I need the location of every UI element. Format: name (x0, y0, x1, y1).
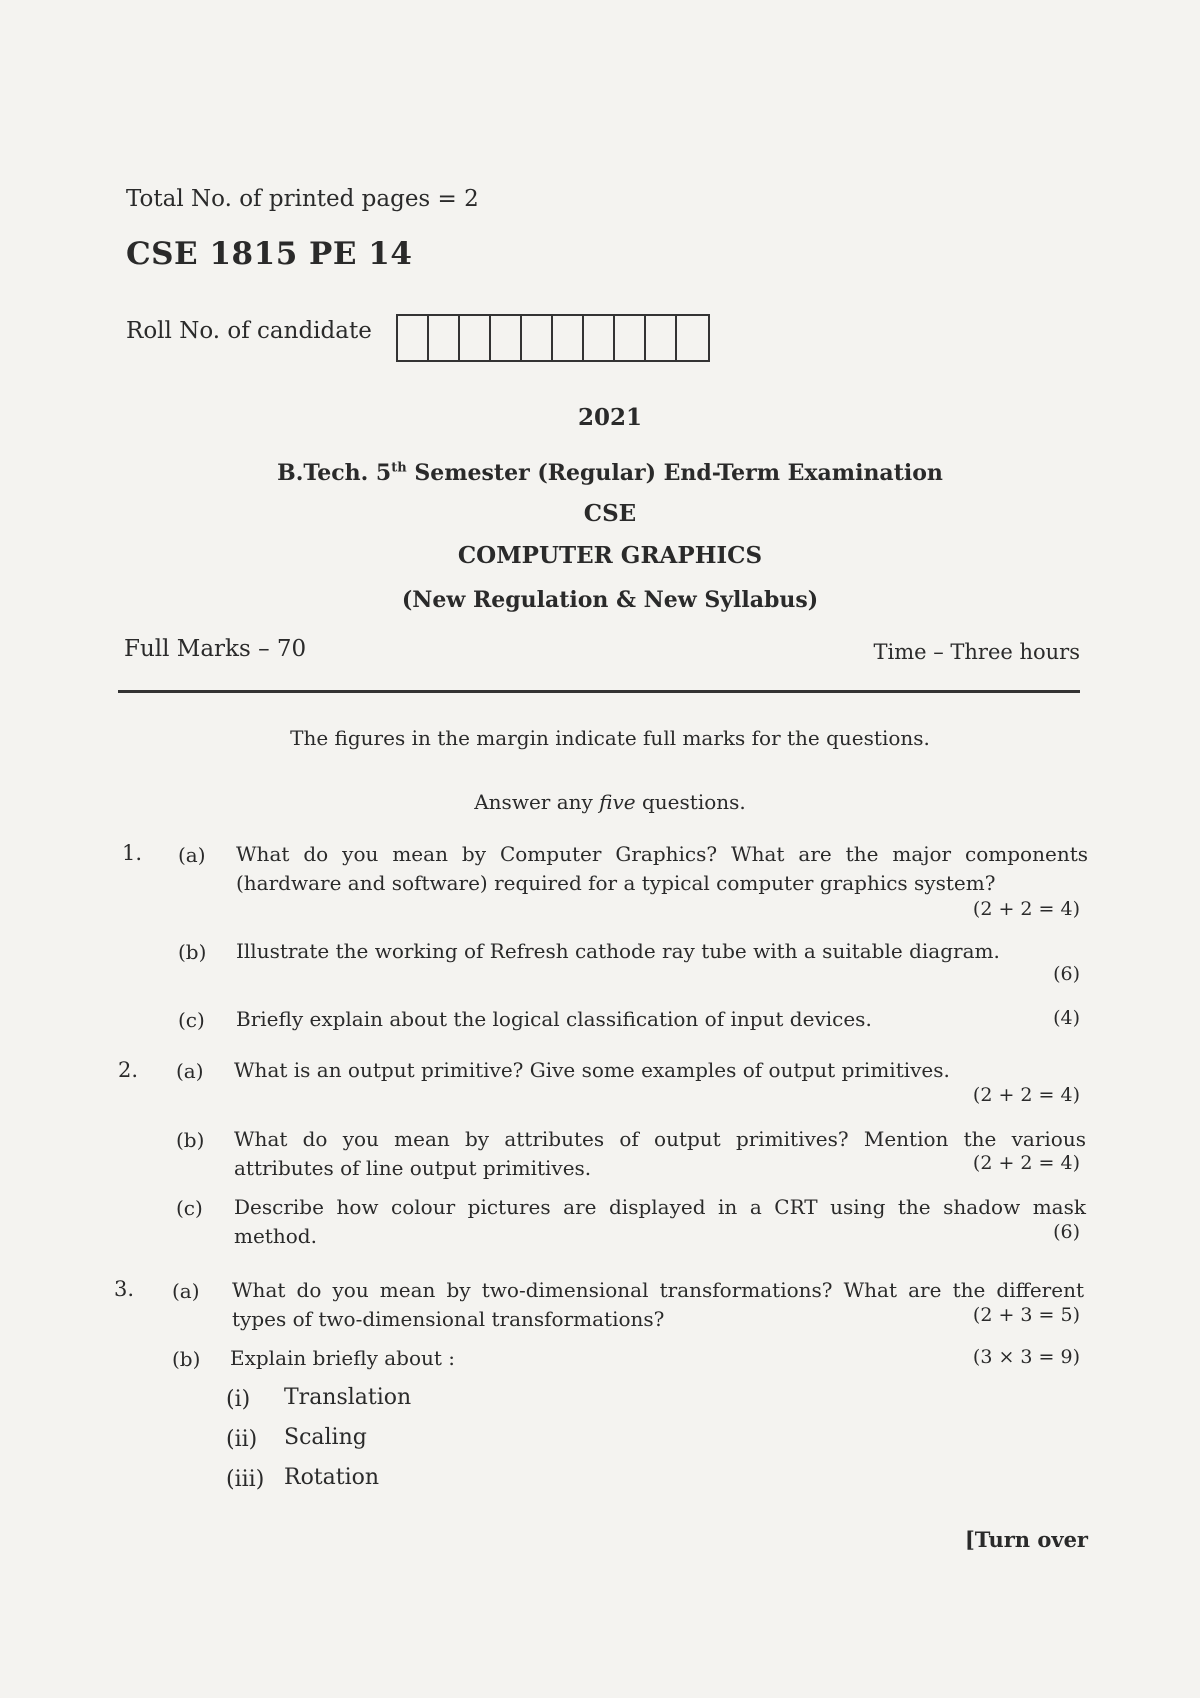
item-text: Rotation (284, 1465, 380, 1490)
margin-note: The figures in the margin indicate full marks for the questions. (290, 726, 930, 750)
exam-year: 2021 (577, 404, 642, 431)
subquestion-label: (c) (178, 1008, 205, 1032)
marks: (6) (1053, 963, 1080, 985)
marks: (6) (1053, 1221, 1080, 1243)
question-text: What do you mean by two-dimensional transformations? What are the different types of two-dimensional transformations? (232, 1278, 1084, 1331)
divider-rule (118, 690, 1080, 693)
item-label: (i) (226, 1387, 251, 1412)
roll-number-box (615, 316, 646, 360)
roll-number-box (553, 316, 584, 360)
question-text: Describe how colour pictures are displayed in a CRT using the shadow mask method. (234, 1195, 1086, 1248)
subquestion-label: (c) (176, 1196, 203, 1220)
course-code: CSE 1815 PE 14 (126, 236, 413, 272)
question-number: 3. (114, 1277, 135, 1301)
roll-number-box (584, 316, 615, 360)
answer-pre: Answer any (474, 790, 600, 814)
roll-number-boxes (396, 314, 710, 362)
answer-instruction (0, 790, 1200, 814)
answer-em: five (599, 790, 636, 814)
regulation: (New Regulation & New Syllabus) (401, 587, 819, 613)
roll-number-box (460, 316, 491, 360)
subquestion-label: (b) (172, 1347, 201, 1371)
item-text: Scaling (284, 1425, 367, 1450)
item-label: (iii) (226, 1467, 265, 1492)
exam-title-post: Semester (Regular) End-Term Examination (406, 460, 943, 486)
roll-number-box (398, 316, 429, 360)
marks: (2 + 2 = 4) (972, 1084, 1080, 1106)
subject-title: COMPUTER GRAPHICS (457, 542, 763, 569)
turn-over-note: [Turn over (964, 1527, 1088, 1552)
exam-title-pre: B.Tech. 5 (277, 460, 392, 486)
roll-number-box (646, 316, 677, 360)
question-text: Briefly explain about the logical classification of input devices. (236, 1007, 872, 1031)
marks: (3 × 3 = 9) (972, 1346, 1080, 1368)
roll-number-box (677, 316, 708, 360)
subquestion-label: (a) (176, 1059, 204, 1083)
marks: (2 + 2 = 4) (972, 898, 1080, 920)
marks: (2 + 3 = 5) (972, 1304, 1080, 1326)
exam-title-sup: th (391, 460, 407, 476)
question-text: What do you mean by attributes of output primitives? Mention the various attributes of line output primitives. (234, 1127, 1086, 1180)
exam-title (0, 460, 1200, 486)
time-allowed: Time – Three hours (873, 640, 1080, 664)
subquestion-label: (b) (176, 1128, 205, 1152)
item-label: (ii) (226, 1427, 258, 1452)
branch: CSE (583, 500, 637, 527)
question-text: What do you mean by Computer Graphics? What are the major components (hardware and software) required for a typical computer graphics system? (236, 842, 1088, 895)
question-text: What is an output primitive? Give some examples of output primitives. (234, 1058, 950, 1082)
printed-pages-count: Total No. of printed pages = 2 (126, 186, 479, 212)
item-text: Translation (284, 1385, 412, 1410)
subquestion-label: (b) (178, 940, 207, 964)
question-number: 2. (118, 1058, 139, 1082)
answer-post: questions. (635, 790, 746, 814)
marks: (4) (1053, 1007, 1080, 1029)
full-marks: Full Marks – 70 (124, 636, 307, 662)
subquestion-label: (a) (178, 843, 206, 867)
marks: (2 + 2 = 4) (972, 1152, 1080, 1174)
roll-number-box (491, 316, 522, 360)
roll-number-box (429, 316, 460, 360)
question-text: Explain briefly about : (230, 1346, 456, 1370)
roll-number-box (522, 316, 553, 360)
question-text: Illustrate the working of Refresh cathode ray tube with a suitable diagram. (236, 939, 1000, 963)
subquestion-label: (a) (172, 1279, 200, 1303)
question-number: 1. (122, 841, 143, 865)
roll-number-label: Roll No. of candidate (126, 318, 372, 344)
